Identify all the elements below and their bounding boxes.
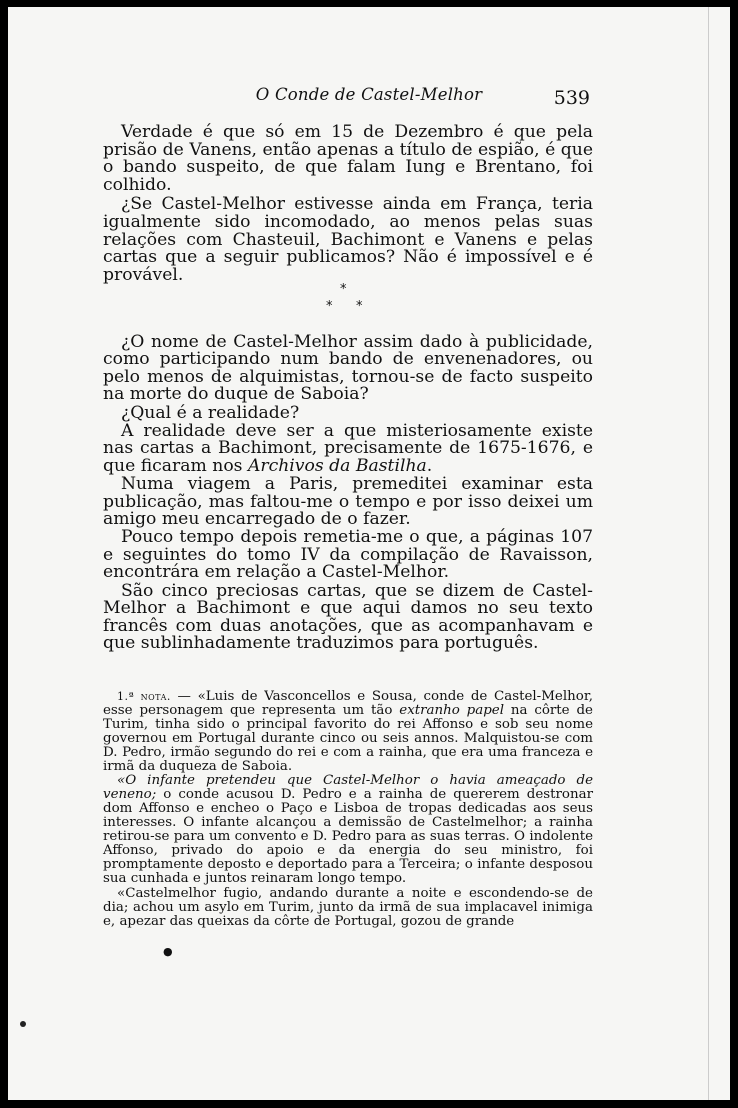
paragraph: ¿O nome de Castel-Melhor assim dado à publicidade, como participando num bando de envenenadores, ou pelo menos de alquimistas, tornou-se de facto suspeito na morte do duque de Saboia? [103,332,593,405]
section-2-text [103,334,593,653]
document-page [8,7,730,1100]
paragraph: Pouco tempo depois remetia-me o que, a páginas 107 e seguintes do tomo IV da compilação de Ravaisson, encontrára em relação a Castel-Melhor. [103,527,593,583]
paragraph: Numa viagem a Paris, premeditei examinar esta publicação, mas faltou-me o tempo e por isso deixei um amigo meu encarregado de o fazer. [103,474,593,530]
page-header [8,85,730,115]
archive-title: Archivos da Bastilha [247,455,427,476]
paragraph: Verdade é que só em 15 de Dezembro é que pela prisão de Vanens, então apenas a título de espião, é que o bando suspeito, de que falam Iung e Brentano, foi colhido. [103,122,593,195]
emphasis: «O infante pretendeu que Castel-Melhor o havia ameaçado de veneno; [103,773,593,803]
paragraph: São cinco preciosas cartas, que se dizem de Castel-Melhor a Bachimont e que aqui damos no seu texto francês com duas anotações, que as acompanhavam e que sublinhadamente traduzimos para português. [103,580,593,653]
running-title: O Conde de Castel-Melhor [255,85,483,104]
footnote-paragraph [103,690,593,773]
asterisk: * [356,299,363,314]
paragraph: ¿Se Castel-Melhor estivesse ainda em França, teria igualmente sido incomodado, ao menos pelas suas relações com Chasteuil, Bachimont e Vanens e pelas cartas que a seguir publicamos? Não é impossível e é provável. [103,194,593,285]
text-run: na côrte de Turim, tinha sido o principal favorito do rei Affonso e sob seu nome governou em Portugal durante cinco ou seis annos. Malquistou-se com D. Pedro, irmão segundo do rei e com a rainha, que era uma franceza e irmã da duqueza de Saboia. [103,702,593,774]
section-break-asterism [8,282,730,322]
footnote-paragraph: «Castelmelhor fugio, andando durante a noite e escondendo-se de dia; achou um asylo em Turim, junto da irmã de sua implacavel inimiga e, apezar das queixas da côrte de Portugal, gozou de grande [103,885,593,929]
asterisk: * [340,282,347,297]
text-run: . [426,455,433,476]
footnotes [103,690,593,929]
text-run: A realidade deve ser a que misteriosamente existe nas cartas a Bachimont, precisamente de 1675-1676, e que ficaram nos [103,421,593,476]
footnote-paragraph [103,774,593,885]
emphasis: extranho papel [399,702,505,718]
page-edge-line [708,7,709,1100]
text-run: o conde acusou D. Pedro e a rainha de quererem destronar dom Affonso e encheo o Paço e Lisboa de tropas dedicadas aos seus interesses. O infante alcançou a demissão de Castelmelhor; a rainha retirou-se para um convento e D. Pedro para as suas terras. O indolente Affonso, privado do apoio e da energia do seu ministro, foi promptamente deposto e deportado para a Terceira; o infante desposou sua cunhada e juntos reinaram longo tempo. [103,787,593,886]
margin-dot [20,1021,26,1027]
section-1-text [103,124,593,284]
bullet-mark: ● [163,945,173,958]
note-label: 1.ª nota. [117,690,171,703]
asterisk: * [326,299,333,314]
text-run: — «Luis de Vasconcellos e Sousa, conde de Castel-Melhor, esse personagem que representa um tão [103,689,593,718]
paragraph: ¿Qual é a realidade? [121,402,300,423]
paragraph [103,423,593,475]
page-number: 539 [553,87,590,109]
